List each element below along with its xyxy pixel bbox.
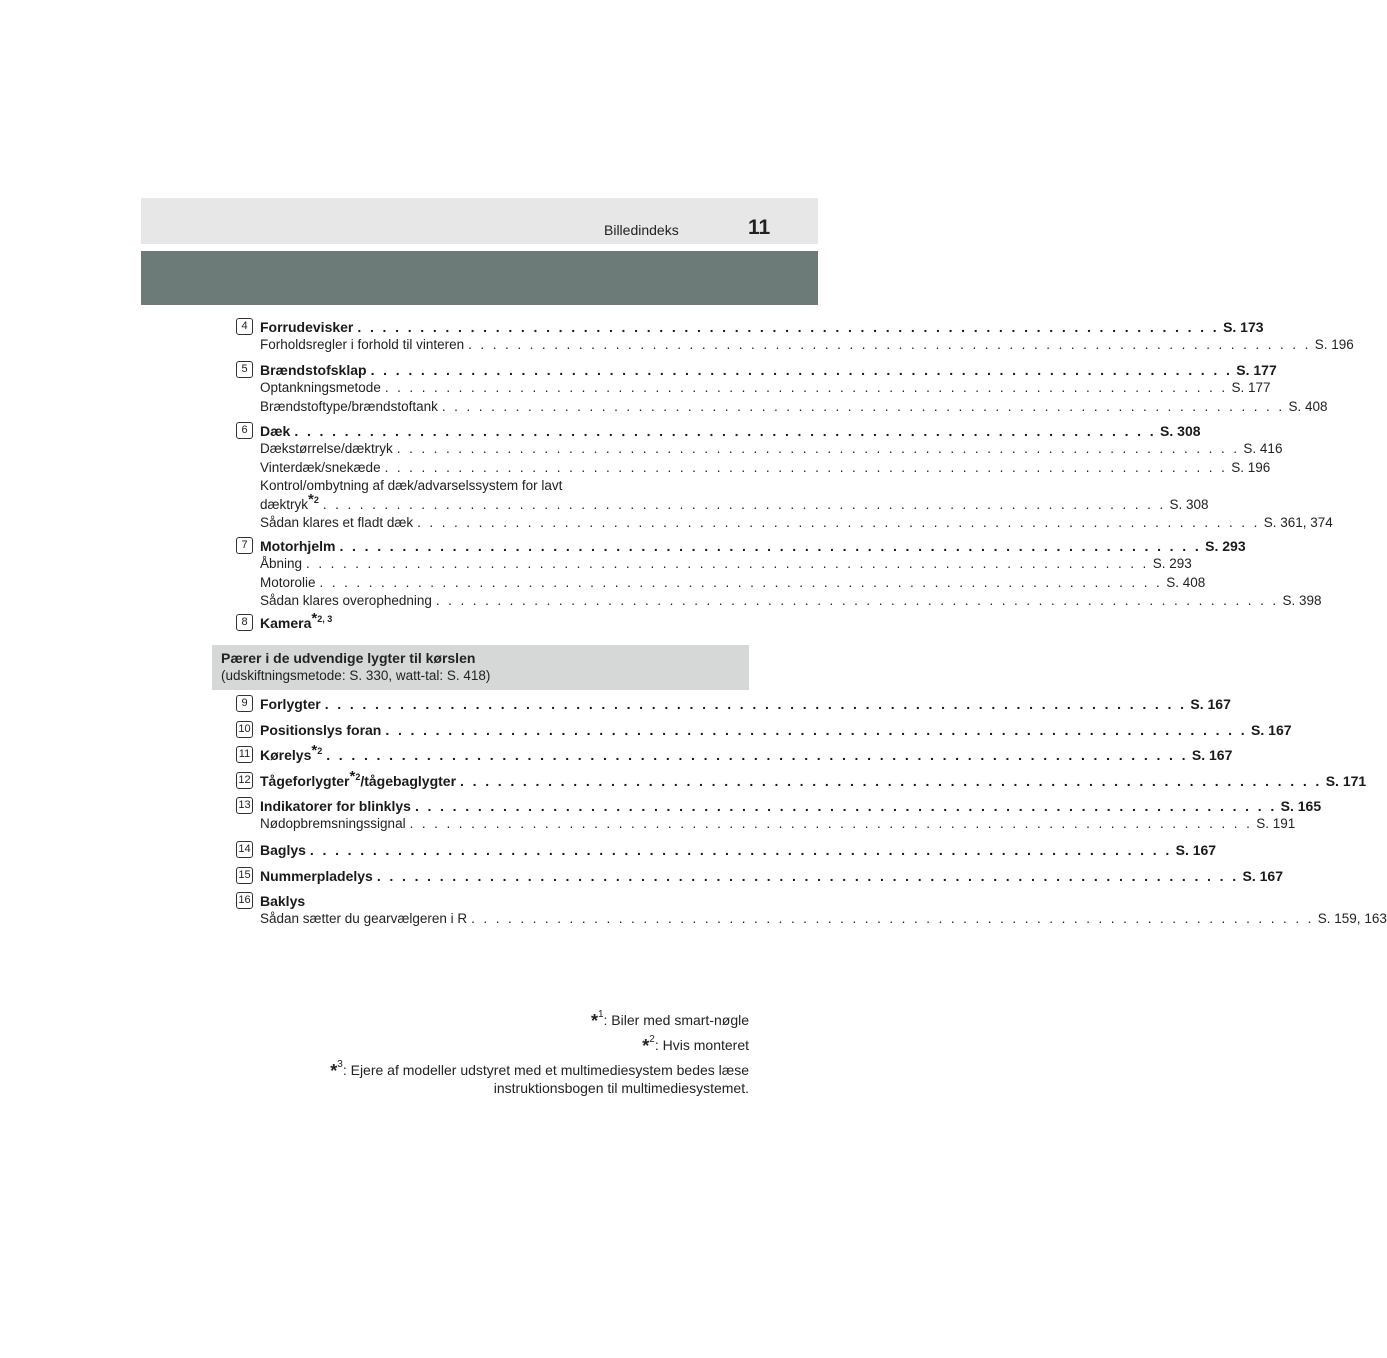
page-section-title: Billedindeks xyxy=(604,222,679,238)
entry-text: Forrudevisker xyxy=(260,319,354,335)
entry-text: Forlygter xyxy=(260,696,321,712)
page-reference: S. 408 xyxy=(1288,398,1328,414)
dot-leader: . . . . . . . . . . . . . . . . . . . . . . . . . . . . . . . . . . . . . . . . . . . . . . . . . . . . . . . . . . . . . . . . . . . . . xyxy=(471,911,1314,927)
entry-text: Brændstoftype/brændstoftank xyxy=(260,398,438,414)
dot-leader: . . . . . . . . . . . . . . . . . . . . . . . . . . . . . . . . . . . . . . . . . . . . . . . . . . . . . . . . . . . . . . . . . . . . . xyxy=(435,593,1279,609)
footnote-star: * xyxy=(308,490,314,508)
callout-number-badge: 7 xyxy=(236,537,253,554)
entry-text: Dæk xyxy=(260,423,291,439)
page-reference: S. 361, 374 xyxy=(1263,514,1333,530)
footnote-text: : Biler med smart-nøgle xyxy=(603,1012,749,1028)
page-reference: S. 167 xyxy=(1242,868,1283,884)
index-item xyxy=(236,537,1322,611)
entry-text: Optankningsmetode xyxy=(260,380,381,396)
callout-number-badge: 13 xyxy=(236,797,253,814)
index-item xyxy=(236,768,1367,790)
footnote-number: 2 xyxy=(317,746,323,756)
footnote-text: : Ejere af modeller udstyret med et multimediesystem bedes læse xyxy=(342,1062,749,1078)
entry-title-line xyxy=(260,318,1264,336)
footnote-star: * xyxy=(311,610,318,627)
entry-title-line xyxy=(260,422,1201,440)
dot-leader: . . . . . . . . . . . . . . . . . . . . . . . . . . . . . . . . . . . . . . . . . . . . . . . . . . . . . . . . . . . . . . . . . . . . . xyxy=(441,398,1285,414)
entry-text: Kørelys$^{*2}$ xyxy=(260,742,323,763)
dot-leader: . . . . . . . . . . . . . . . . . . . . . . . . . . . . . . . . . . . . . . . . . . . . . . . . . . . . . . . . . . . . . . . . . . . . . xyxy=(326,747,1188,763)
dot-leader: . . . . . . . . . . . . . . . . . . . . . . . . . . . . . . . . . . . . . . . . . . . . . . . . . . . . . . . . . . . . . . . . . . . . . xyxy=(306,556,1149,572)
footnote-text: : Hvis monteret xyxy=(654,1037,749,1053)
page-reference: S. 167 xyxy=(1191,747,1233,763)
entry-text-continued: /tågebaglygter xyxy=(360,773,457,789)
callout-number-badge: 9 xyxy=(236,695,253,712)
dot-leader: . . . . . . . . . . . . . . . . . . . . . . . . . . . . . . . . . . . . . . . . . . . . . . . . . . . . . . . . . . . . . . . . . . . . . xyxy=(409,816,1253,832)
dot-leader: . . . . . . . . . . . . . . . . . . . . . . . . . . . . . . . . . . . . . . . . . . . . . . . . . . . . . . . . . . . . . . . . . . . . . xyxy=(294,423,1157,439)
index-item xyxy=(236,721,1292,739)
footnote-star: * xyxy=(349,768,356,785)
footnote-line xyxy=(330,1009,749,1031)
footnote-star: * xyxy=(330,1061,338,1081)
footnote-star: * xyxy=(590,1011,598,1031)
entry-sub-line xyxy=(260,440,1283,458)
footnote-mark xyxy=(308,490,319,508)
dot-leader: . . . . . . . . . . . . . . . . . . . . . . . . . . . . . . . . . . . . . . . . . . . . . . . . . . . . . . . . . . . . . . . . . . . . . xyxy=(322,496,1166,512)
dot-leader: . . . . . . . . . . . . . . . . . . . . . . . . . . . . . . . . . . . . . . . . . . . . . . . . . . . . . . . . . . . . . . . . . . . . . xyxy=(414,798,1277,814)
bulbs-info-box xyxy=(212,645,749,690)
page-reference: S. 167 xyxy=(1190,696,1231,712)
footnote-number: 3 xyxy=(337,1059,343,1070)
callout-number-badge: 12 xyxy=(236,772,253,789)
index-item xyxy=(236,318,1354,355)
footnote-number: 2 xyxy=(649,1034,655,1045)
page-reference: S. 398 xyxy=(1282,593,1322,609)
dot-leader: . . . . . . . . . . . . . . . . . . . . . . . . . . . . . . . . . . . . . . . . . . . . . . . . . . . . . . . . . . . . . . . . . . . . . xyxy=(385,722,1248,738)
callout-number-badge: 8 xyxy=(236,614,253,631)
entry-title-line xyxy=(260,892,724,910)
entry-text: Motorolie xyxy=(260,574,316,590)
callout-number-badge: 6 xyxy=(236,422,253,439)
header-bar xyxy=(141,198,818,244)
index-item xyxy=(236,610,724,632)
footnote-number: 2, 3 xyxy=(317,614,333,624)
entry-text: Motorhjelm xyxy=(260,538,336,554)
section-banner xyxy=(141,251,818,305)
footnote xyxy=(330,1059,749,1097)
index-item xyxy=(236,892,1387,929)
page-reference: S. 167 xyxy=(1175,842,1217,858)
index-item xyxy=(236,841,1217,859)
page-reference: S. 171 xyxy=(1325,773,1367,789)
entry-title-line xyxy=(260,721,1292,739)
footnote-star: * xyxy=(311,742,318,759)
page-reference: S. 308 xyxy=(1169,496,1209,512)
dot-leader: . . . . . . . . . . . . . . . . . . . . . . . . . . . . . . . . . . . . . . . . . . . . . . . . . . . . . . . . . . . . . . . . . . . . . xyxy=(319,574,1163,590)
index-item xyxy=(236,361,1328,416)
footnote-mark xyxy=(311,610,333,627)
page-reference: S. 165 xyxy=(1280,798,1322,814)
page-reference: S. 177 xyxy=(1231,380,1271,396)
footnote-number: 2 xyxy=(313,494,319,505)
callout-number-badge: 15 xyxy=(236,867,253,884)
entry-text: Sådan klares overophedning xyxy=(260,593,432,609)
dot-leader: . . . . . . . . . . . . . . . . . . . . . . . . . . . . . . . . . . . . . . . . . . . . . . . . . . . . . . . . . . . . . . . . . . . . . xyxy=(417,514,1260,530)
entry-text: Sådan klares et fladt dæk xyxy=(260,514,414,530)
bulbs-box-subtitle: (udskiftningsmetode: S. 330, watt-tal: S. 418) xyxy=(221,668,491,683)
footnote-number: 1 xyxy=(597,1009,604,1020)
entry-sub-line xyxy=(260,592,1322,610)
index-item xyxy=(236,797,1322,834)
index-item xyxy=(236,695,1231,713)
entry-title-line xyxy=(260,797,1322,815)
footnote-line xyxy=(330,1080,749,1097)
entry-title-line xyxy=(260,867,1283,885)
entry-sub-line xyxy=(260,379,1271,397)
callout-number-badge: 4 xyxy=(236,318,253,335)
entry-title-line xyxy=(260,742,1233,764)
entry-text: Nummerpladelys xyxy=(260,868,373,884)
entry-text: dæktryk$^{*2}$ xyxy=(260,490,319,512)
entry-sub-line xyxy=(260,514,1333,532)
entry-sub-line xyxy=(260,336,1354,354)
dot-leader: . . . . . . . . . . . . . . . . . . . . . . . . . . . . . . . . . . . . . . . . . . . . . . . . . . . . . . . . . . . . . . . . . . . . . xyxy=(357,319,1220,335)
callout-number-badge: 16 xyxy=(236,892,253,909)
entry-text: Kamera$^{*2, 3}$ xyxy=(260,610,333,631)
page-reference: S. 308 xyxy=(1160,423,1201,439)
entry-text: Baglys xyxy=(260,842,306,858)
entry-sub-line xyxy=(260,815,1296,833)
entry-sub-line xyxy=(260,459,1271,477)
bulbs-box-title: Pærer i de udvendige lygter til kørslen xyxy=(221,650,476,666)
entry-title-line xyxy=(260,361,1277,379)
callout-number-badge: 5 xyxy=(236,361,253,378)
entry-sub-line xyxy=(260,398,1328,416)
dot-leader: . . . . . . . . . . . . . . . . . . . . . . . . . . . . . . . . . . . . . . . . . . . . . . . . . . . . . . . . . . . . . . . . . . . . . xyxy=(460,773,1322,789)
dot-leader: . . . . . . . . . . . . . . . . . . . . . . . . . . . . . . . . . . . . . . . . . . . . . . . . . . . . . . . . . . . . . . . . . . . . . xyxy=(370,362,1233,378)
entry-text: Kontrol/ombytning af dæk/advarselssystem for lavt xyxy=(260,478,563,494)
dot-leader: . . . . . . . . . . . . . . . . . . . . . . . . . . . . . . . . . . . . . . . . . . . . . . . . . . . . . . . . . . . . . . . . . . . . . xyxy=(339,538,1202,554)
dot-leader: . . . . . . . . . . . . . . . . . . . . . . . . . . . . . . . . . . . . . . . . . . . . . . . . . . . . . . . . . . . . . . . . . . . . . xyxy=(384,380,1228,396)
page-number: 11 xyxy=(748,216,771,239)
dot-leader: . . . . . . . . . . . . . . . . . . . . . . . . . . . . . . . . . . . . . . . . . . . . . . . . . . . . . . . . . . . . . . . . . . . . . xyxy=(396,441,1240,457)
entry-title-line xyxy=(260,537,1246,555)
entry-text: Baklys xyxy=(260,893,306,909)
entry-title-line xyxy=(260,841,1217,859)
index-item xyxy=(236,422,1333,532)
page-reference: S. 173 xyxy=(1223,319,1264,335)
footnote-text: instruktionsbogen til multimediesystemet. xyxy=(493,1080,749,1096)
footnote-line xyxy=(330,1034,749,1056)
dot-leader: . . . . . . . . . . . . . . . . . . . . . . . . . . . . . . . . . . . . . . . . . . . . . . . . . . . . . . . . . . . . . . . . . . . . . xyxy=(376,868,1239,884)
page-reference: S. 416 xyxy=(1243,441,1283,457)
page-reference: S. 167 xyxy=(1251,722,1292,738)
footnote-mark xyxy=(311,742,323,759)
page-reference: S. 177 xyxy=(1236,362,1277,378)
index-item xyxy=(236,867,1283,885)
footnote-number: 2 xyxy=(355,772,361,782)
entry-text: Dækstørrelse/dæktryk xyxy=(260,441,393,457)
page-reference: S. 196 xyxy=(1231,459,1271,475)
footnote xyxy=(330,1034,749,1056)
page-reference: S. 293 xyxy=(1205,538,1246,554)
callout-number-badge: 14 xyxy=(236,841,253,858)
dot-leader: . . . . . . . . . . . . . . . . . . . . . . . . . . . . . . . . . . . . . . . . . . . . . . . . . . . . . . . . . . . . . . . . . . . . . xyxy=(309,842,1172,858)
entry-text: Brændstofsklap xyxy=(260,362,367,378)
entry-sub-line xyxy=(260,477,724,495)
footnote-mark xyxy=(349,768,361,785)
page-reference: S. 293 xyxy=(1152,556,1192,572)
dot-leader: . . . . . . . . . . . . . . . . . . . . . . . . . . . . . . . . . . . . . . . . . . . . . . . . . . . . . . . . . . . . . . . . . . . . . xyxy=(384,459,1228,475)
entry-text: Vinterdæk/snekæde xyxy=(260,459,381,475)
entry-title-line xyxy=(260,610,724,632)
page-reference: S. 191 xyxy=(1256,816,1296,832)
dot-leader: . . . . . . . . . . . . . . . . . . . . . . . . . . . . . . . . . . . . . . . . . . . . . . . . . . . . . . . . . . . . . . . . . . . . . xyxy=(468,337,1311,353)
entry-sub-line xyxy=(260,490,1209,514)
entry-text: Forholdsregler i forhold til vinteren xyxy=(260,337,465,353)
entry-text: Åbning xyxy=(260,556,303,572)
entry-title-line xyxy=(260,768,1367,790)
callout-number-badge: 11 xyxy=(236,746,253,763)
entry-text: Positionslys foran xyxy=(260,722,382,738)
entry-text: Tågeforlygter$^{*2}$/tågebaglygter xyxy=(260,768,457,789)
footnote-line xyxy=(330,1059,749,1081)
dot-leader: . . . . . . . . . . . . . . . . . . . . . . . . . . . . . . . . . . . . . . . . . . . . . . . . . . . . . . . . . . . . . . . . . . . . . xyxy=(324,696,1187,712)
callout-number-badge: 10 xyxy=(236,721,253,738)
footnote-star: * xyxy=(642,1036,650,1056)
entry-title-line xyxy=(260,695,1231,713)
footnotes xyxy=(330,1009,749,1104)
index-item xyxy=(236,742,1233,764)
entry-text: Nødopbremsningssignal xyxy=(260,816,406,832)
page-reference: S. 196 xyxy=(1314,337,1354,353)
page-reference: S. 159, 163 xyxy=(1317,911,1387,927)
entry-sub-line xyxy=(260,574,1206,592)
entry-text: Indikatorer for blinklys xyxy=(260,798,411,814)
entry-text: Sådan sætter du gearvælgeren i R xyxy=(260,911,468,927)
entry-sub-line xyxy=(260,910,1387,928)
entry-sub-line xyxy=(260,555,1192,573)
page-reference: S. 408 xyxy=(1166,574,1206,590)
footnote xyxy=(330,1009,749,1031)
